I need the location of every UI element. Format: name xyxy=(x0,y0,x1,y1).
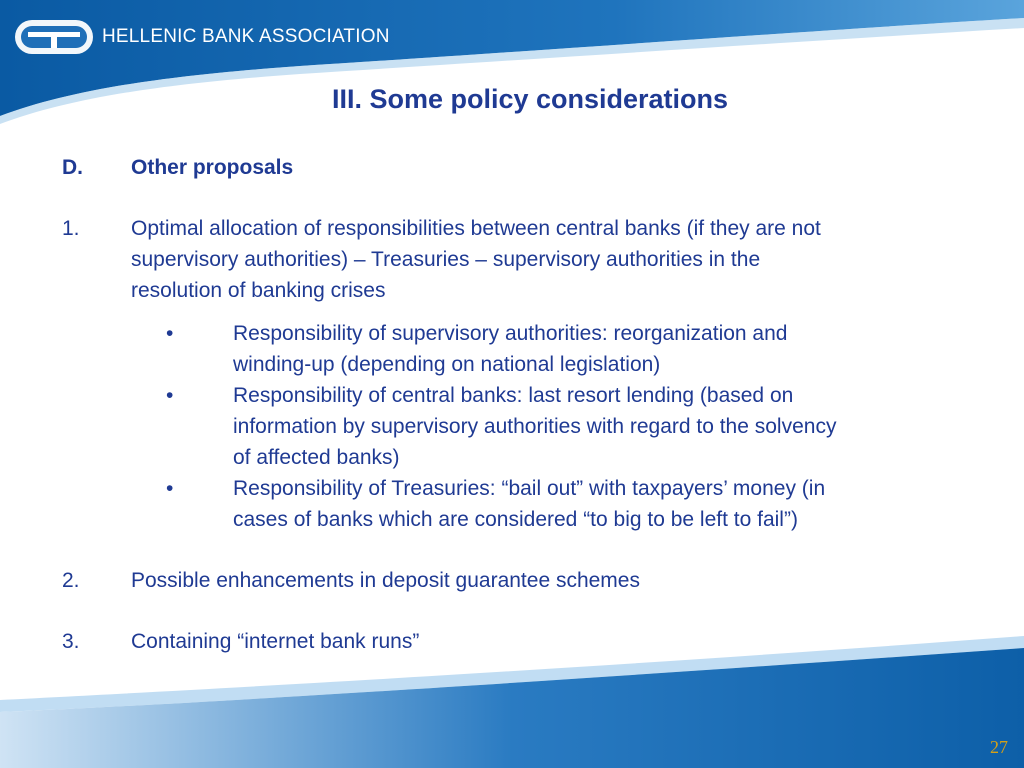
item-marker: 2. xyxy=(62,569,80,592)
text-line: information by supervisory authorities with regard to the solvency xyxy=(233,415,837,438)
bullet-text xyxy=(233,473,983,535)
slide-title: III. Some policy considerations xyxy=(331,84,729,114)
section-marker: D. xyxy=(62,156,83,179)
text-line: resolution of banking crises xyxy=(131,279,386,302)
text-line: cases of banks which are considered “to big to be left to fail”) xyxy=(233,508,798,531)
org-name: HELLENIC BANK ASSOCIATION xyxy=(102,26,390,47)
item-text xyxy=(131,626,991,657)
item-marker: 1. xyxy=(62,217,80,240)
text-line: winding-up (depending on national legislation) xyxy=(233,353,661,376)
section-heading: Other proposals xyxy=(131,156,294,179)
page-number: 27 xyxy=(990,737,1008,757)
text-line: of affected banks) xyxy=(233,446,400,469)
item-marker: 3. xyxy=(62,630,80,653)
bullet-text xyxy=(233,380,983,473)
bullet-marker: • xyxy=(166,384,174,407)
text-line: Possible enhancements in deposit guarantee schemes xyxy=(131,569,640,592)
text-line: Optimal allocation of responsibilities between central banks (if they are not xyxy=(131,217,821,240)
text-line: Responsibility of central banks: last resort lending (based on xyxy=(233,384,794,407)
bullet-marker: • xyxy=(166,477,174,500)
text-line: supervisory authorities) – Treasuries – supervisory authorities in the xyxy=(131,248,761,271)
item-text xyxy=(131,565,991,596)
text-line: Responsibility of supervisory authorities: reorganization and xyxy=(233,322,788,345)
bullet-text xyxy=(233,318,983,380)
text-line: Responsibility of Treasuries: “bail out” with taxpayers’ money (in xyxy=(233,477,826,500)
item-text xyxy=(131,213,991,306)
bullet-marker: • xyxy=(166,322,174,345)
text-line: Containing “internet bank runs” xyxy=(131,630,420,653)
